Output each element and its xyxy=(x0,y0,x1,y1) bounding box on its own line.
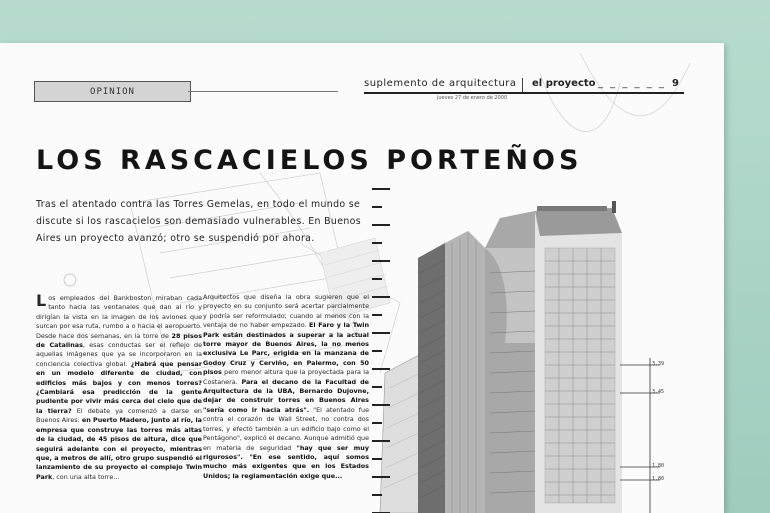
ruler-tick xyxy=(372,476,390,478)
newspaper-page xyxy=(0,43,724,513)
article-title: LOS RASCACIELOS PORTEÑOS xyxy=(36,145,583,176)
measurement-label: 1.80 xyxy=(652,463,665,469)
supplement-title: suplemento de arquitectura xyxy=(364,78,517,89)
column-bold-text: en Puerto Madero, junto al río, la empresa que construye las torres más altas de la ciudad, de 45 pisos de altura, dice que seguirá adelante con el proyecto, mientras que, a metros de allí, otro grupo suspendió el lanzamiento de su proyecto el complejo Twin Park xyxy=(36,416,202,481)
header-rule xyxy=(364,92,684,94)
column-bold-text: El Faro y la Twin Park están destinados a superar a la actual torre mayor de Buenos Aires, la no menos exclusiva Le Parc, erigida en la manzana de Godoy Cruz y Cerviño, en Palermo, con 50 pisos xyxy=(203,321,369,377)
column-text: , con una alta torre... xyxy=(52,472,120,481)
measurement-label: 3.45 xyxy=(652,389,665,395)
column-text: El debate ya comenzó a darse en Buenos Aires: xyxy=(36,406,202,425)
ruler-tick xyxy=(372,350,382,352)
ruler-tick xyxy=(372,314,382,316)
left-tower xyxy=(418,231,485,513)
ruler-tick xyxy=(372,242,382,244)
measurement-lines xyxy=(620,358,660,513)
column-text: pero menor altura que la proyectada para la Costanera. xyxy=(203,368,369,386)
article-column-1 xyxy=(36,291,202,482)
column-text: os empleados del Bankboston miraban cada tanto hacia las ventanales que dan al río y dirigían la vista en la imagen de los aviones que surcan por esa ruta, rumbo a o hacia el aeropuerto. Desde hace dos semanas, en la torre de xyxy=(36,294,202,340)
ruler-tick xyxy=(372,440,390,442)
column-text: "El atentado fue contra el corazón de Wall Street, no contra dos torres, y efectó también a un edificio bajo como el Pentágono", explicó el decano. Aunque admitió que en materia de seguridad xyxy=(203,405,370,452)
article-lead: Tras el atentado contra las Torres Gemelas, en todo el mundo se discute si los rascacielos son demasiado vulnerables. En Buenos Aires un proyecto avanzó; otro se suspendió por ahora. xyxy=(36,199,361,244)
ruler-tick xyxy=(372,188,390,190)
ruler-tick xyxy=(372,296,390,298)
column-text: , esas conductas ser el reflejo de aquellas imágenes que ya se incorporaron en la conciencia colectiva global. xyxy=(36,341,202,368)
ruler-tick xyxy=(372,368,390,370)
divider xyxy=(188,91,338,92)
column-bold-text: Para el decano de la Facultad de Arquitectura de la UBA, Bernardo Dujovne, dejar de construir torres en Buenos Aires "sería como ir hacia atrás". xyxy=(203,377,369,414)
column-bold-text: 28 pisos de Catalinas xyxy=(36,331,202,350)
ruler-tick xyxy=(372,458,382,460)
dropcap: L xyxy=(36,291,47,310)
ruler-tick xyxy=(372,260,390,262)
ruler-tick xyxy=(372,278,382,280)
article-column-2 xyxy=(203,293,369,481)
page-header xyxy=(364,78,684,101)
ruler-tick xyxy=(372,494,382,496)
ruler-tick xyxy=(372,422,382,424)
ruler-tick xyxy=(372,386,382,388)
issue-date: jueves 27 de enero de 2000 xyxy=(437,95,508,101)
measurement-label: 1.80 xyxy=(652,476,665,482)
section-tab-opinion: OPINION xyxy=(34,81,191,102)
ruler-tick xyxy=(372,206,382,208)
column-text: Arquitectos que diseña la obra sugieren que el proyecto en su conjunto será acertar parcialmente y podría ser reformulado; cuando al menos con la ventaja de no haber empezado. xyxy=(203,293,369,330)
section-name: el proyecto xyxy=(532,78,596,89)
column-bold-text: ¿Habrá que pensar en un modelo diferente de ciudad, con edificios más bajos y con menos torres? ¿Cambiará esa predicción de la gente pudiente por vivir más cerca del cielo que de la tierra? xyxy=(36,359,202,415)
right-tower xyxy=(485,201,622,513)
page-number: 9 xyxy=(672,78,679,89)
ruler-tick xyxy=(372,404,390,406)
ruler-tick xyxy=(372,224,390,226)
measurement-label: 3.39 xyxy=(652,361,665,367)
ruler-tick xyxy=(372,332,390,334)
column-bold-text: "hay que ser muy rigurosos". "En ese sentido, aquí somos mucho más exigentes que en los Estados Unidos; la reglamentación exige que... xyxy=(203,443,369,480)
dashes: _ _ _ _ _ _ xyxy=(598,78,666,89)
divider xyxy=(522,78,523,92)
tick-ruler xyxy=(372,188,392,513)
